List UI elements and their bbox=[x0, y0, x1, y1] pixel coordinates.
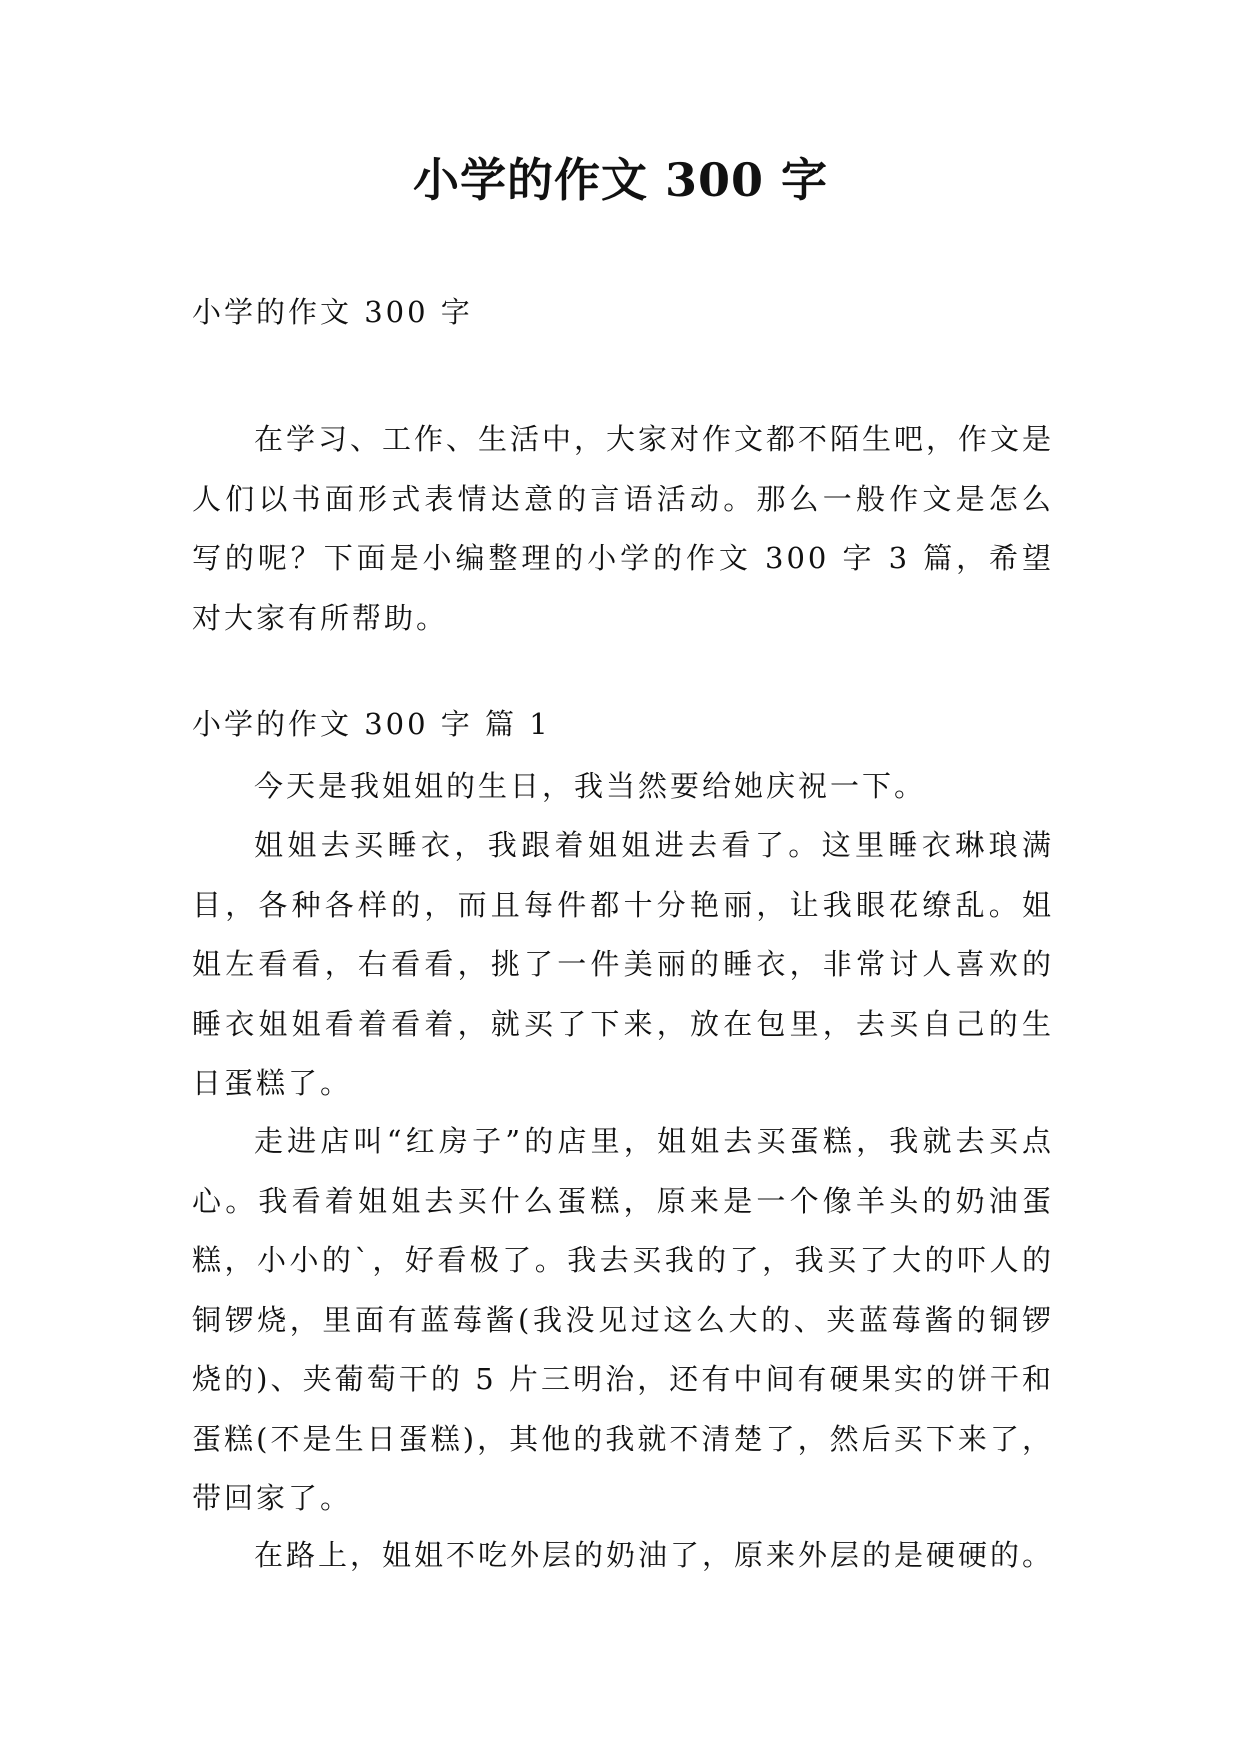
paragraph-3: 走进店叫“红房子”的店里，姐姐去买蛋糕，我就去买点心。我看着姐姐去买什么蛋糕，原来是一个像羊头的奶油蛋糕，小小的`，好看极了。我去买我的了，我买了大的吓人的铜锣烧，里面有蓝莓酱(我没见过这么大的、夹蓝莓酱的铜锣烧的)、夹葡萄干的 5 片三明治，还有中间有硬果实的饼干和蛋糕(不是生日蛋糕)，其他的我就不清楚了，然后买下来了，带回家了。 bbox=[192, 1124, 1054, 1515]
document-subtitle: 小学的作文 300 字 bbox=[192, 295, 473, 329]
paragraph-2: 姐姐去买睡衣，我跟着姐姐进去看了。这里睡衣琳琅满目，各种各样的，而且每件都十分艳丽，让我眼花缭乱。姐姐左看看，右看看，挑了一件美丽的睡衣，非常讨人喜欢的睡衣姐姐看着看着，就买了下来，放在包里，去买自己的生日蛋糕了。 bbox=[192, 828, 1054, 1100]
document-title: 小学的作文 300 字 bbox=[412, 153, 829, 207]
paragraph-4: 在路上，姐姐不吃外层的奶油了，原来外层的是硬硬的。 bbox=[254, 1538, 1055, 1572]
intro-paragraph: 在学习、工作、生活中，大家对作文都不陌生吧，作文是人们以书面形式表情达意的言语活动。那么一般作文是怎么写的呢？下面是小编整理的小学的作文 300 字 3 篇，希望对大家有所帮助。 bbox=[192, 422, 1055, 635]
paragraph-1: 今天是我姐姐的生日，我当然要给她庆祝一下。 bbox=[254, 769, 927, 803]
section-heading: 小学的作文 300 字 篇 1 bbox=[192, 707, 551, 741]
